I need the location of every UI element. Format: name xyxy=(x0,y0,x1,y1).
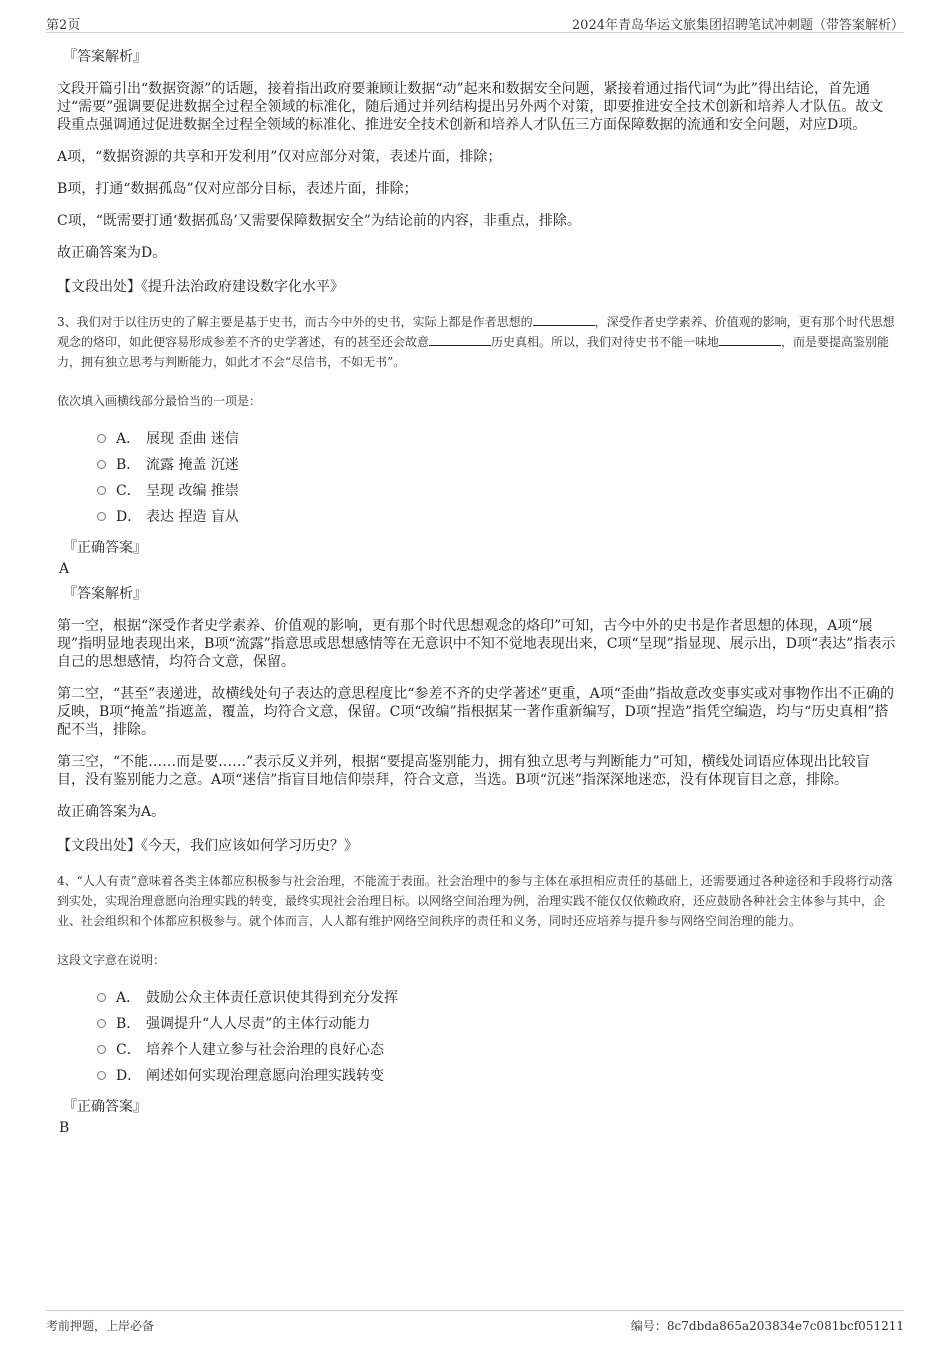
q3-option-c[interactable]: C． 呈现 改编 推崇 xyxy=(97,477,897,503)
footer-slogan: 考前押题，上岸必备 xyxy=(46,1319,155,1333)
q3-stem-seg1: 3、我们对于以往历史的了解主要是基于史书，而古今中外的史书，实际上都是作者思想的 xyxy=(57,315,533,329)
radio-icon[interactable] xyxy=(97,993,106,1002)
radio-icon[interactable] xyxy=(97,1071,106,1080)
radio-icon[interactable] xyxy=(97,460,106,469)
q3-stem-seg2: ，深受作者史学素养、价值观的影响，更有那个时代思想观念的烙印，如此便容易形成参差不齐的史学著述，有的甚至还会故意 xyxy=(57,315,895,349)
q3-answer-tag: 『正确答案』 xyxy=(63,540,147,556)
q4-option-b[interactable]: B． 强调提升“人人尽责”的主体行动能力 xyxy=(97,1010,897,1036)
page-header xyxy=(46,12,904,33)
q3-analysis-p4: 故正确答案为A。 xyxy=(57,804,166,820)
q3-option-d[interactable]: D． 表达 捏造 盲从 xyxy=(97,503,897,529)
q3-source: 【文段出处】《今天，我们应该如何学习历史？》 xyxy=(57,838,358,854)
q3-stem-seg3: 历史真相。所以，我们对待史书不能一味地 xyxy=(491,335,720,349)
q2-source: 【文段出处】《提升法治政府建设数字化水平》 xyxy=(57,279,344,295)
q3-analysis-p3: 第三空，“不能……而是要……”表示反义并列，根据“要提高鉴别能力，拥有独立思考与判断能力”可知，横线处词语应体现出比较盲目，没有鉴别能力之意。A项“迷信”指盲目地信仰崇拜，符合文意，当选。B项“沉迷”指深深地迷恋，没有体现盲目之意，排除。 xyxy=(57,754,870,788)
radio-icon[interactable] xyxy=(97,1019,106,1028)
q3-prompt: 依次填入画横线部分最恰当的一项是： xyxy=(57,394,262,408)
page-number: 第2页 xyxy=(46,18,81,33)
page-content xyxy=(57,40,897,1136)
q3-options xyxy=(97,425,897,529)
q3-option-a[interactable]: A． 展现 歪曲 迷信 xyxy=(97,425,897,451)
q2-analysis-p3: B项，打通“数据孤岛”仅对应部分目标，表述片面，排除； xyxy=(57,181,418,197)
radio-icon[interactable] xyxy=(97,512,106,521)
radio-icon[interactable] xyxy=(97,486,106,495)
q4-option-c[interactable]: C． 培养个人建立参与社会治理的良好心态 xyxy=(97,1036,897,1062)
q4-answer: B xyxy=(59,1120,70,1136)
q3-blank-1 xyxy=(533,313,595,326)
radio-icon[interactable] xyxy=(97,434,106,443)
q3-blank-3 xyxy=(719,333,781,346)
q3-stem xyxy=(57,312,897,372)
q4-stem: 4、“人人有责”意味着各类主体都应积极参与社会治理，不能流于表面。社会治理中的参与主体在承担相应责任的基础上，还需要通过各种途径和手段将行动落到实处，实现治理意愿向治理实践的转变，最终实现社会治理目标。以网络空间治理为例，治理实践不能仅仅依赖政府，还应鼓励各种社会主体参与其中，企业、社会组织和个体都应积极参与。就个体而言，人人都有维护网络空间秩序的责任和义务，同时还应培养与提升参与网络空间治理的能力。 xyxy=(57,874,893,928)
page-footer xyxy=(46,1310,904,1337)
q3-blank-2 xyxy=(429,333,491,346)
document-title: 2024年青岛华运文旅集团招聘笔试冲刺题（带答案解析） xyxy=(571,18,904,33)
q2-analysis-p5: 故正确答案为D。 xyxy=(57,245,167,261)
radio-icon[interactable] xyxy=(97,1045,106,1054)
q3-analysis-p1: 第一空，根据“深受作者史学素养、价值观的影响，更有那个时代思想观念的烙印”可知，古今中外的史书是作者思想的体现，A项“展现”指明显地表现出来，B项“流露”指意思或思想感情等在无意识中不知不觉地表现出来，C项“呈现”指显现、展示出，D项“表达”指表示自己的思想感情，均符合文意，保留。 xyxy=(57,618,896,670)
q4-options xyxy=(97,984,897,1088)
q3-option-b[interactable]: B． 流露 掩盖 沉迷 xyxy=(97,451,897,477)
q2-analysis-tag: 『答案解析』 xyxy=(63,49,147,65)
q2-analysis-p1: 文段开篇引出“数据资源”的话题，接着指出政府要兼顾让数据“动”起来和数据安全问题，紧接着通过指代词“为此”得出结论，首先通过“需要”强调要促进数据全过程全领域的标准化，随后通过并列结构提出另外两个对策，即要推进安全技术创新和培养人才队伍。故文段重点强调通过促进数据全过程全领域的标准化、推进安全技术创新和培养人才队伍三方面保障数据的流通和安全问题，对应D项。 xyxy=(57,81,884,133)
q2-analysis-p4: C项，“既需要打通‘数据孤岛’又需要保障数据安全”为结论前的内容，非重点，排除。 xyxy=(57,213,581,229)
q3-analysis-tag: 『答案解析』 xyxy=(63,586,147,602)
q4-prompt: 这段文字意在说明： xyxy=(57,953,166,967)
q3-stem-seg4: ，而是要提高鉴别能力，拥有独立思考与判断能力，如此才不会“尽信书，不如无书”。 xyxy=(57,335,890,369)
document-id: 编号：8c7dbda865a203834e7c081bcf051211 xyxy=(630,1319,904,1333)
q3-answer: A xyxy=(59,561,70,577)
q3-analysis-p2: 第二空，“甚至”表递进，故横线处句子表达的意思程度比“参差不齐的史学著述”更重，A项“歪曲”指故意改变事实或对事物作出不正确的反映，B项“掩盖”指遮盖，覆盖，均符合文意，保留。C项“改编”指根据某一著作重新编写，D项“捏造”指凭空编造，均与“历史真相”搭配不当，排除。 xyxy=(57,686,895,738)
q2-analysis-p2: A项，“数据资源的共享和开发利用”仅对应部分对策，表述片面，排除； xyxy=(57,149,502,165)
q4-option-d[interactable]: D． 阐述如何实现治理意愿向治理实践转变 xyxy=(97,1062,897,1088)
q4-option-a[interactable]: A． 鼓励公众主体责任意识使其得到充分发挥 xyxy=(97,984,897,1010)
q4-answer-tag: 『正确答案』 xyxy=(63,1099,147,1115)
